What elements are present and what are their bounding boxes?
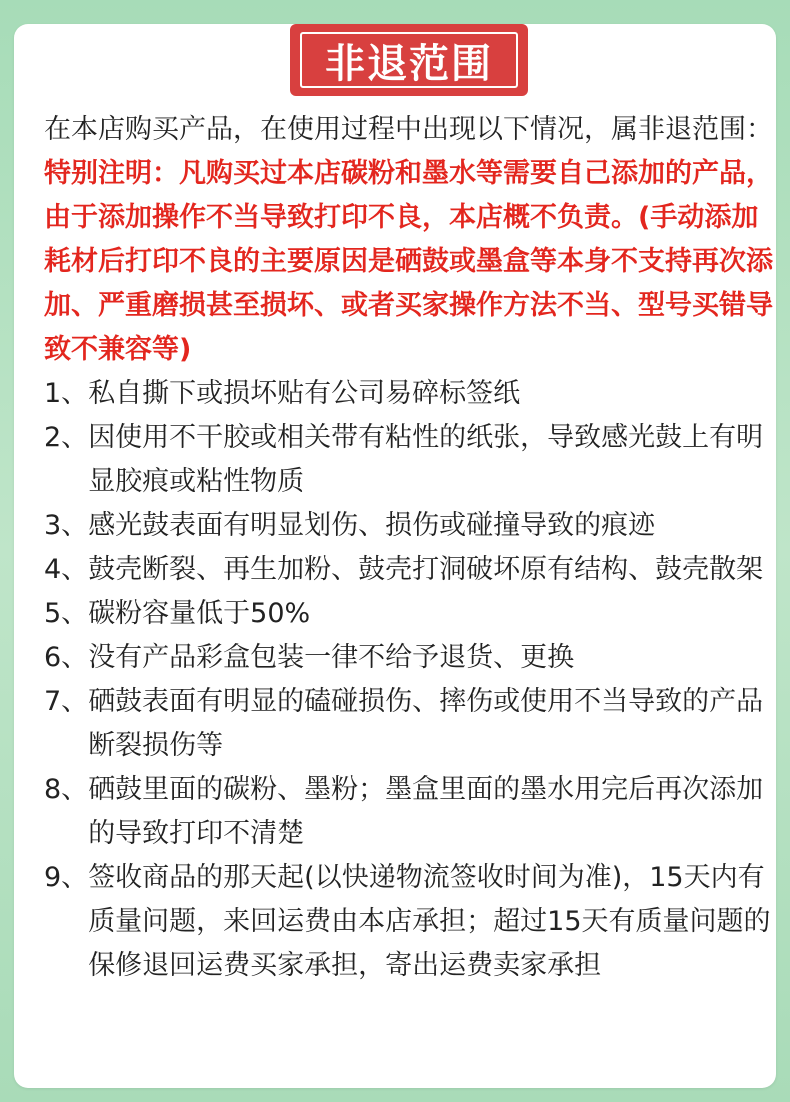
list-item: [44, 768, 784, 856]
title-banner: [290, 24, 528, 96]
non-return-list: [44, 372, 784, 988]
list-item: [44, 548, 784, 592]
list-item-text: 私自撕下或损坏贴有公司易碎标签纸: [88, 378, 521, 409]
title-banner-frame: [300, 32, 518, 88]
list-item-number: 9、: [44, 862, 89, 893]
list-item-number: 2、: [44, 422, 89, 453]
intro-text: 在本店购买产品，在使用过程中出现以下情况，属非退范围：: [44, 114, 773, 145]
list-item-number: 6、: [44, 642, 89, 673]
policy-content: [44, 108, 784, 988]
list-item-number: 4、: [44, 554, 89, 585]
list-item-text: 因使用不干胶或相关带有粘性的纸张，导致感光鼓上有明显胶痕或粘性物质: [88, 422, 764, 497]
list-item-number: 1、: [44, 378, 89, 409]
list-item-text: 感光鼓表面有明显划伤、损伤或碰撞导致的痕迹: [88, 510, 656, 541]
list-item-text: 硒鼓里面的碳粉、墨粉；墨盒里面的墨水用完后再次添加的导致打印不清楚: [88, 774, 764, 849]
list-item-number: 8、: [44, 774, 89, 805]
list-item-text: 没有产品彩盒包装一律不给予退货、更换: [88, 642, 575, 673]
list-item-text: 鼓壳断裂、再生加粉、鼓壳打洞破坏原有结构、鼓壳散架: [88, 554, 764, 585]
list-item-text: 碳粉容量低于50%: [88, 598, 311, 629]
list-item-number: 5、: [44, 598, 89, 629]
list-item: [44, 504, 784, 548]
list-item: [44, 636, 784, 680]
list-item: [44, 856, 784, 988]
list-item: [44, 592, 784, 636]
page-title: 非退范围: [325, 40, 493, 87]
list-item-number: 3、: [44, 510, 89, 541]
list-item-number: 7、: [44, 686, 89, 717]
list-item: [44, 416, 784, 504]
list-item-text: 签收商品的那天起(以快递物流签收时间为准)，15天内有质量问题，来回运费由本店承担；超过15天有质量问题的保修退回运费买家承担，寄出运费卖家承担: [88, 862, 771, 981]
list-item: [44, 680, 784, 768]
list-item-text: 硒鼓表面有明显的磕碰损伤、摔伤或使用不当导致的产品断裂损伤等: [88, 686, 764, 761]
special-notice: 特别注明：凡购买过本店碳粉和墨水等需要自己添加的产品，由于添加操作不当导致打印不良，本店概不负责。(手动添加耗材后打印不良的主要原因是硒鼓或墨盒等本身不支持再次添加、严重磨损甚至损坏、或者买家操作方法不当、型号买错导致不兼容等): [44, 158, 773, 365]
content-card: [14, 24, 776, 1088]
list-item: [44, 372, 784, 416]
